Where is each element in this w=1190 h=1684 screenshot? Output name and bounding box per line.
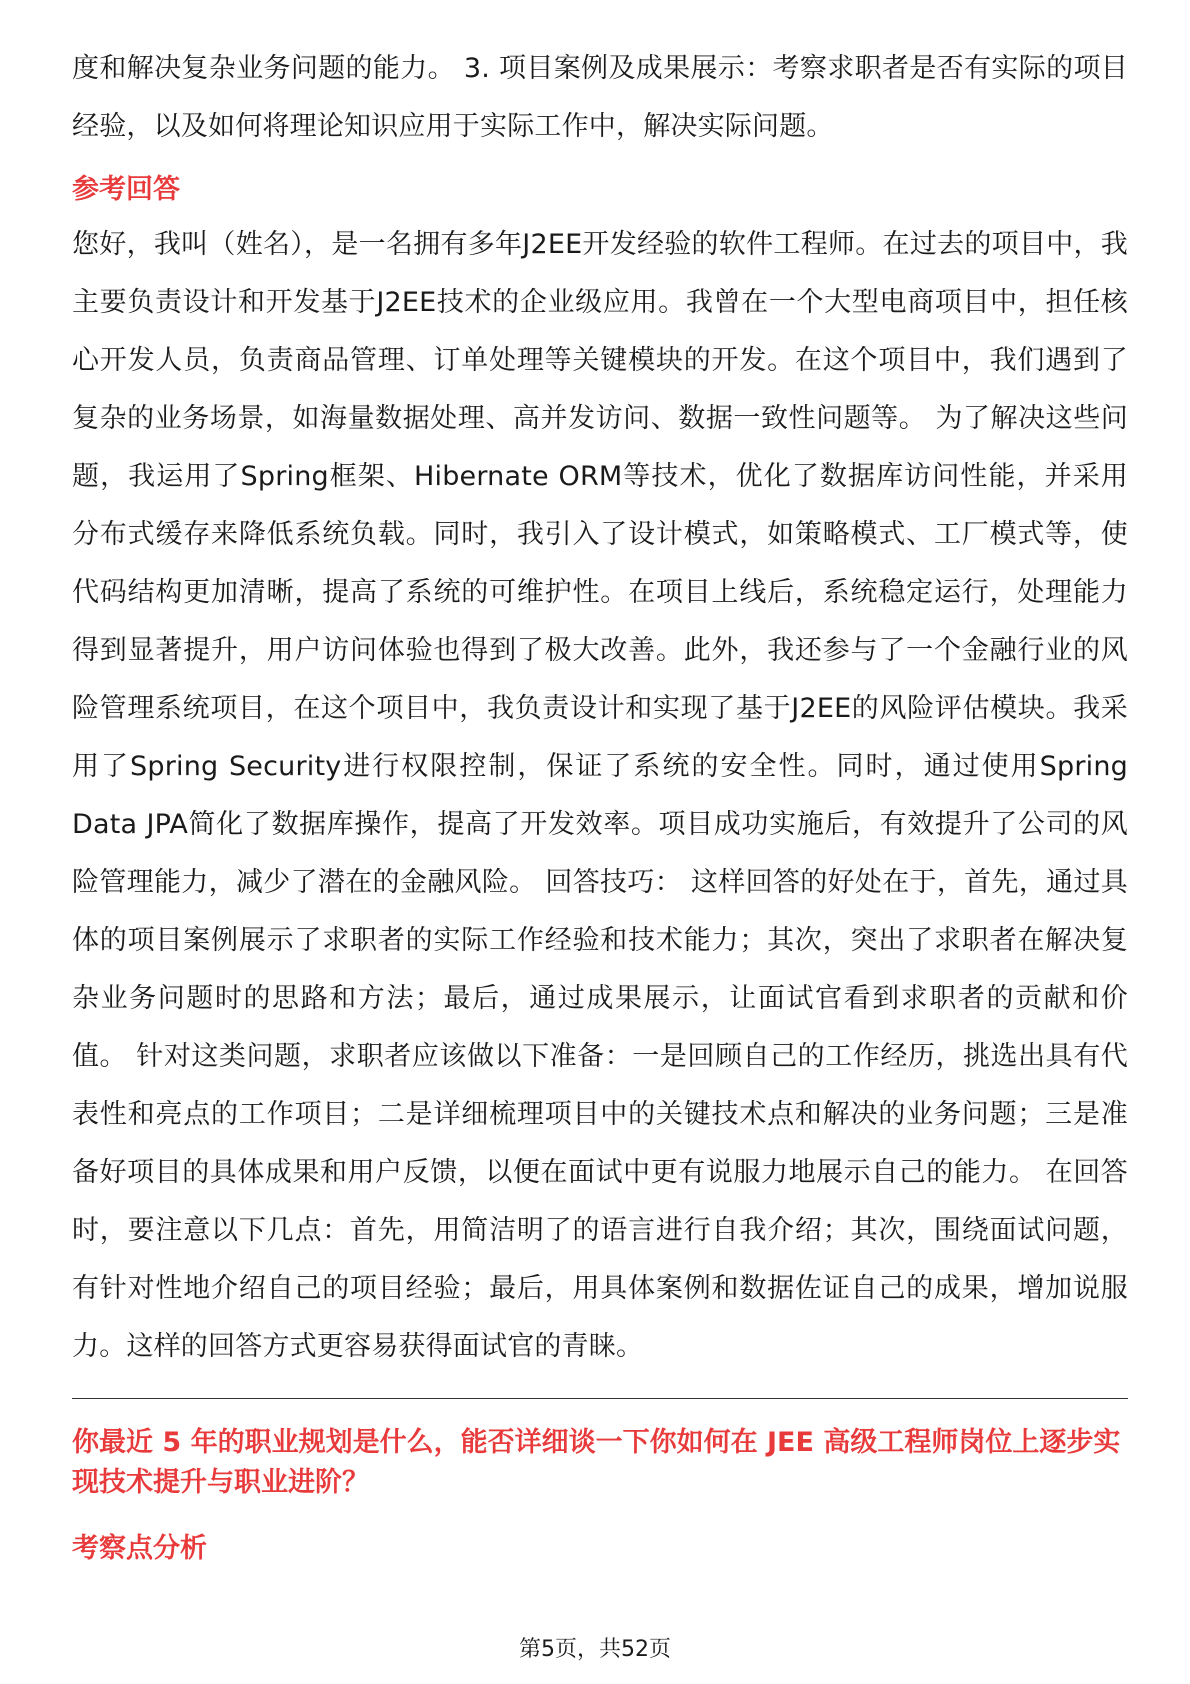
analysis-heading: 考察点分析 [72, 1533, 207, 1564]
reference-answer-text: 您好，我叫（姓名），是一名拥有多年J2EE开发经验的软件工程师。在过去的项目中，我主要负责设计和开发基于J2EE技术的企业级应用。我曾在一个大型电商项目中，担任核心开发人员，负责商品管理、订单处理等关键模块的开发。在这个项目中，我们遇到了复杂的业务场景，如海量数据处理、高并发访问、数据一致性问题等。 为了解决这些问题，我运用了Spring框架、Hibernate ORM等技术，优化了数据库访问性能，并采用分布式缓存来降低系统负载。同时，我引入了设计模式，如策略模式、工厂模式等，使代码结构更加清晰，提高了系统的可维护性。在项目上线后，系统稳定运行，处理能力得到显著提升，用户访问体验也得到了极大改善。此外，我还参与了一个金融行业的风险管理系统项目，在这个项目中，我负责设计和实现了基于J2EE的风险评估模块。我采用了Spring Security进行权限控制，保证了系统的安全性。同时，通过使用Spring Data JPA简化了数据库操作，提高了开发效率。项目成功实施后，有效提升了公司的风险管理能力，减少了潜在的金融风险。 回答技巧： 这样回答的好处在于，首先，通过具体的项目案例展示了求职者的实际工作经验和技术能力；其次，突出了求职者在解决复杂业务问题时的思路和方法；最后，通过成果展示，让面试官看到求职者的贡献和价值。 针对这类问题，求职者应该做以下准备：一是回顾自己的工作经历，挑选出具有代表性和亮点的工作项目；二是详细梳理项目中的关键技术点和解决的业务问题；三是准备好项目的具体成果和用户反馈，以便在面试中更有说服力地展示自己的能力。 在回答时，要注意以下几点：首先，用简洁明了的语言进行自我介绍；其次，围绕面试问题，有针对性地介绍自己的项目经验；最后，用具体案例和数据佐证自己的成果，增加说服力。这样的回答方式更容易获得面试官的青睐。 [72, 229, 1128, 1362]
document-page [72, 40, 1128, 1569]
continued-analysis-text: 度和解决复杂业务问题的能力。 3. 项目案例及成果展示：考察求职者是否有实际的项目经验，以及如何将理论知识应用于实际工作中，解决实际问题。 [72, 53, 1128, 142]
page-number-footer: 第5页，共52页 [519, 1637, 671, 1662]
section-divider [72, 1398, 1128, 1399]
question-title: 你最近 5 年的职业规划是什么，能否详细谈一下你如何在 JEE 高级工程师岗位上逐步实现技术提升与职业进阶？ [72, 1427, 1121, 1498]
reference-answer-heading: 参考回答 [72, 174, 180, 205]
